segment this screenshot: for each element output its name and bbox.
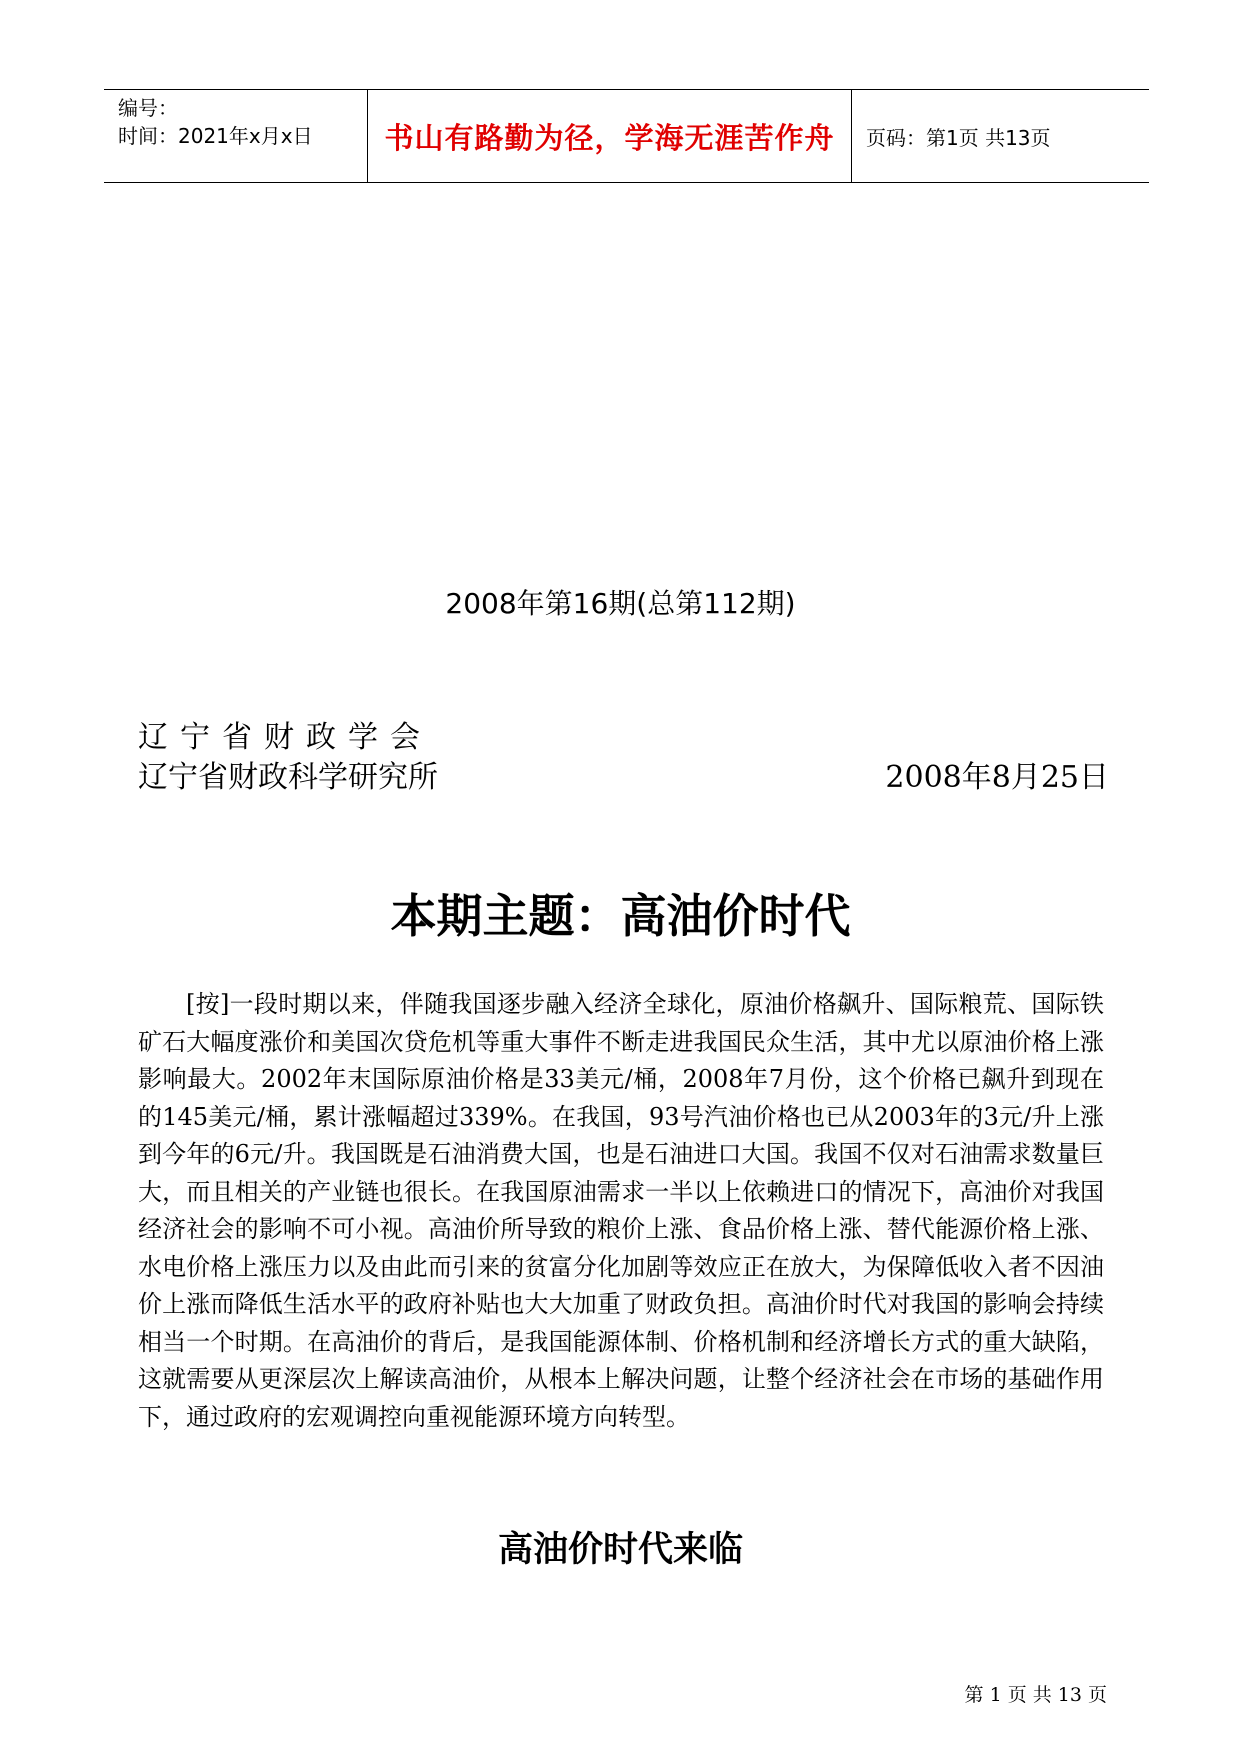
- issue-number: 2008年第16期(总第112期): [445, 587, 796, 620]
- body-paragraph: [按]一段时期以来，伴随我国逐步融入经济全球化，原油价格飙升、国际粮荒、国际铁矿石大幅度涨价和美国次贷危机等重大事件不断走进我国民众生活，其中尤以原油价格上涨影响最大。2002年末国际原油价格是33美元/桶，2008年7月份，这个价格已飙升到现在的145美元/桶，累计涨幅超过339%。在我国，93号汽油价格也已从2003年的3元/升上涨到今年的6元/升。我国既是石油消费大国，也是石油进口大国。我国不仅对石油需求数量巨大，而且相关的产业链也很长。在我国原油需求一半以上依赖进口的情况下，高油价对我国经济社会的影响不可小视。高油价所导致的粮价上涨、食品价格上涨、替代能源价格上涨、水电价格上涨压力以及由此而引来的贫富分化加剧等效应正在放大，为保障低收入者不因油价上涨而降低生活水平的政府补贴也大大加重了财政负担。高油价时代对我国的影响会持续相当一个时期。在高油价的背后，是我国能源体制、价格机制和经济增长方式的重大缺陷，这就需要从更深层次上解读高油价，从根本上解决问题，让整个经济社会在市场的基础作用下，通过政府的宏观调控向重视能源环境方向转型。: [138, 990, 1104, 1431]
- section-title: 高油价时代来临: [497, 1529, 743, 1570]
- publisher-org-2: 辽宁省财政科学研究所: [138, 760, 438, 795]
- main-title: 本期主题：高油价时代: [390, 889, 851, 943]
- header-number-label: 编号：: [118, 96, 178, 120]
- header-left-cell: [104, 90, 368, 182]
- footer-page-number: 第 1 页 共 13 页: [964, 1684, 1107, 1706]
- header-table: [104, 89, 1149, 183]
- header-time-label: 时间：2021年x月x日: [118, 124, 313, 148]
- header-motto: 书山有路勤为径，学海无涯苦作舟: [368, 90, 852, 182]
- publish-date: 2008年8月25日: [885, 760, 1109, 795]
- header-page-label: 页码：第1页 共13页: [866, 125, 1051, 150]
- publisher-org-1: 辽宁省财政学会: [138, 720, 432, 755]
